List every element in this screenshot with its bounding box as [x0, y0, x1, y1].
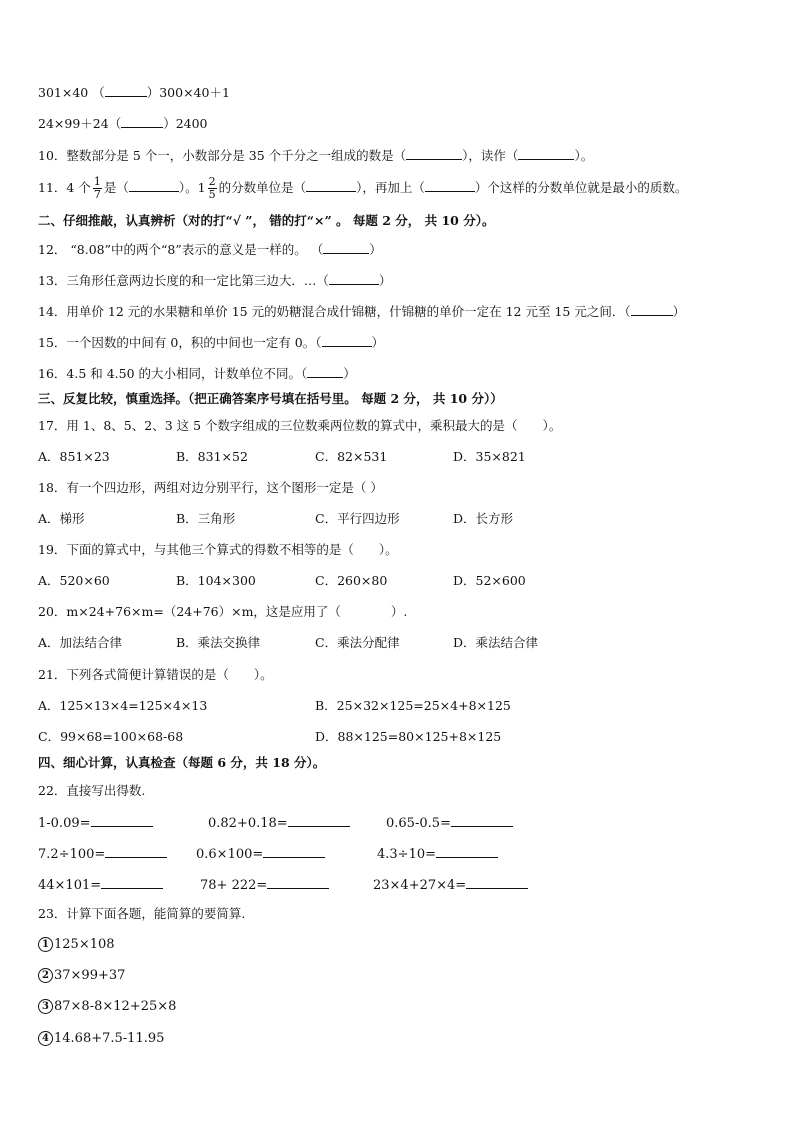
text: 10．整数部分是 5 个一，小数部分是 35 个千分之一组成的数是（: [38, 148, 407, 163]
question-18: 18．有一个四边形，两组对边分别平行，这个图形一定是（ ）: [38, 480, 383, 495]
text: ）2400: [163, 116, 208, 131]
text: ）: [672, 304, 686, 319]
answer-blank[interactable]: [91, 814, 153, 827]
option-a[interactable]: A．520×60: [38, 573, 110, 588]
fraction: [208, 176, 217, 201]
calc-item: [373, 876, 528, 894]
text: 0.82+0.18=: [208, 816, 288, 831]
text: 的分数单位是（: [218, 180, 307, 195]
text: 11．4 个: [38, 180, 91, 195]
question-15: [38, 334, 384, 351]
text: 23×4+27×4=: [373, 878, 467, 893]
answer-blank[interactable]: [267, 876, 329, 889]
calc-item: [196, 845, 325, 863]
text: 15．一个因数的中间有 0，积的中间也一定有 0。（: [38, 335, 322, 350]
question-11: [38, 176, 687, 201]
calc-item: [208, 814, 350, 832]
question-17: 17．用 1、8、5、2、3 这 5 个数字组成的三位数乘两位数的算式中，乘积最大的是（ ）。: [38, 418, 562, 433]
option-c[interactable]: C．平行四边形: [315, 511, 400, 526]
option-b[interactable]: B．104×300: [176, 573, 256, 588]
question-12: [38, 241, 382, 258]
calc-item: [200, 876, 329, 894]
text: 14.68+7.5-11.95: [54, 1031, 165, 1046]
answer-blank[interactable]: [329, 272, 379, 285]
question-20: 20．m×24+76×m=（24+76）×m，这是应用了（ ）.: [38, 604, 408, 619]
option-d[interactable]: D．长方形: [453, 511, 514, 526]
option-d[interactable]: D．52×600: [453, 573, 526, 588]
text: ）: [369, 242, 382, 257]
text: ）个这样的分数单位就是最小的质数。: [474, 180, 688, 195]
answer-blank[interactable]: [323, 241, 369, 254]
numerator: 1: [93, 175, 101, 188]
option-d[interactable]: D．88×125=80×125+8×125: [315, 729, 502, 744]
answer-blank[interactable]: [322, 334, 372, 347]
denominator: 5: [208, 188, 216, 201]
answer-blank[interactable]: [105, 845, 167, 858]
answer-blank[interactable]: [101, 876, 163, 889]
answer-blank[interactable]: [466, 876, 528, 889]
line-compare-2: [38, 115, 208, 132]
fraction: [93, 176, 102, 201]
answer-blank[interactable]: [307, 365, 343, 378]
calc-item: [38, 876, 163, 894]
answer-blank[interactable]: [121, 115, 163, 128]
question-21: 21．下列各式简便计算错误的是（ ）。: [38, 667, 273, 682]
option-a[interactable]: A．梯形: [38, 511, 85, 526]
text: 是（: [103, 180, 129, 195]
line-compare-1: [38, 84, 230, 101]
answer-blank[interactable]: [518, 147, 574, 160]
calc-item: [38, 814, 153, 832]
text: ）。1: [178, 180, 206, 195]
answer-blank[interactable]: [436, 845, 498, 858]
circled-number: 3: [38, 999, 53, 1014]
text: ）。: [574, 148, 594, 163]
text: 4.3÷10=: [377, 847, 437, 862]
question-10: [38, 147, 593, 164]
calc-item: [377, 845, 498, 863]
question-19: 19．下面的算式中，与其他三个算式的得数不相等的是（ ）。: [38, 542, 398, 557]
text: 12． “8.08”中的两个“8”表示的意义是一样的。 （: [38, 242, 324, 257]
text: 14．用单价 12 元的水果糖和单价 15 元的奶糖混合成什锦糖，什锦糖的单价一定在 12 元至 15 元之间．（: [38, 304, 631, 319]
text: 37×99+37: [54, 968, 126, 983]
text: 87×8-8×12+25×8: [54, 999, 177, 1014]
answer-blank[interactable]: [306, 179, 356, 192]
answer-blank[interactable]: [129, 179, 179, 192]
option-c[interactable]: C．82×531: [315, 449, 388, 464]
section-3-heading: 三、反复比较，慎重选择。（把正确答案序号填在括号里。 每题 2 分， 共 10 分））: [38, 391, 503, 406]
circled-number: 4: [38, 1031, 53, 1046]
section-2-heading: 二、仔细推敲，认真辨析（对的打“√ ”， 错的打“×” 。 每题 2 分， 共 10 分）。: [38, 213, 495, 228]
circled-number: 2: [38, 968, 53, 983]
question-23: 23．计算下面各题，能简算的要简算.: [38, 906, 246, 921]
option-b[interactable]: B．831×52: [176, 449, 248, 464]
option-b[interactable]: B．三角形: [176, 511, 236, 526]
text: 301×40 （: [38, 85, 105, 100]
answer-blank[interactable]: [631, 303, 673, 316]
answer-blank[interactable]: [288, 814, 350, 827]
circled-number: 1: [38, 937, 53, 952]
calc-item: [386, 814, 513, 832]
question-22: 22．直接写出得数.: [38, 783, 146, 798]
text: ）: [343, 366, 356, 381]
option-c[interactable]: C．乘法分配律: [315, 635, 400, 650]
text: ）: [371, 335, 385, 350]
text: 24×99＋24（: [38, 116, 122, 131]
denominator: 7: [93, 188, 101, 201]
option-c[interactable]: C．260×80: [315, 573, 388, 588]
sub-problem-4: [38, 1031, 164, 1047]
sub-problem-1: [38, 937, 115, 953]
answer-blank[interactable]: [451, 814, 513, 827]
option-d[interactable]: D．乘法结合律: [453, 635, 539, 650]
option-b[interactable]: B．乘法交换律: [176, 635, 261, 650]
option-a[interactable]: A．加法结合律: [38, 635, 123, 650]
text: 0.65-0.5=: [386, 816, 451, 831]
text: 0.6×100=: [196, 847, 264, 862]
answer-blank[interactable]: [105, 84, 147, 97]
text: ），再加上（: [356, 180, 425, 195]
option-b[interactable]: B．25×32×125=25×4+8×125: [315, 698, 511, 713]
option-a[interactable]: A．851×23: [38, 449, 110, 464]
text: 1-0.09=: [38, 816, 91, 831]
answer-blank[interactable]: [406, 147, 462, 160]
sub-problem-3: [38, 999, 176, 1015]
option-d[interactable]: D．35×821: [453, 449, 526, 464]
answer-blank[interactable]: [263, 845, 325, 858]
text: 7.2÷100=: [38, 847, 106, 862]
text: ）: [378, 273, 392, 288]
section-4-heading: 四、细心计算，认真检查（每题 6 分，共 18 分）。: [38, 755, 326, 770]
option-a[interactable]: A．125×13×4=125×4×13: [38, 698, 208, 713]
answer-blank[interactable]: [425, 179, 475, 192]
question-16: [38, 365, 356, 382]
text: 125×108: [54, 937, 115, 952]
option-c[interactable]: C．99×68=100×68-68: [38, 729, 184, 744]
question-14: [38, 303, 685, 320]
text: 13．三角形任意两边长度的和一定比第三边大．…（: [38, 273, 329, 288]
text: 78+ 222=: [200, 878, 268, 893]
text: 44×101=: [38, 878, 102, 893]
sub-problem-2: [38, 968, 125, 984]
calc-item: [38, 845, 167, 863]
question-13: [38, 272, 391, 289]
text: ），读作（: [462, 148, 519, 163]
numerator: 2: [208, 175, 216, 188]
text: ）300×40＋1: [146, 85, 230, 100]
text: 16．4.5 和 4.50 的大小相同，计数单位不同。（: [38, 366, 308, 381]
